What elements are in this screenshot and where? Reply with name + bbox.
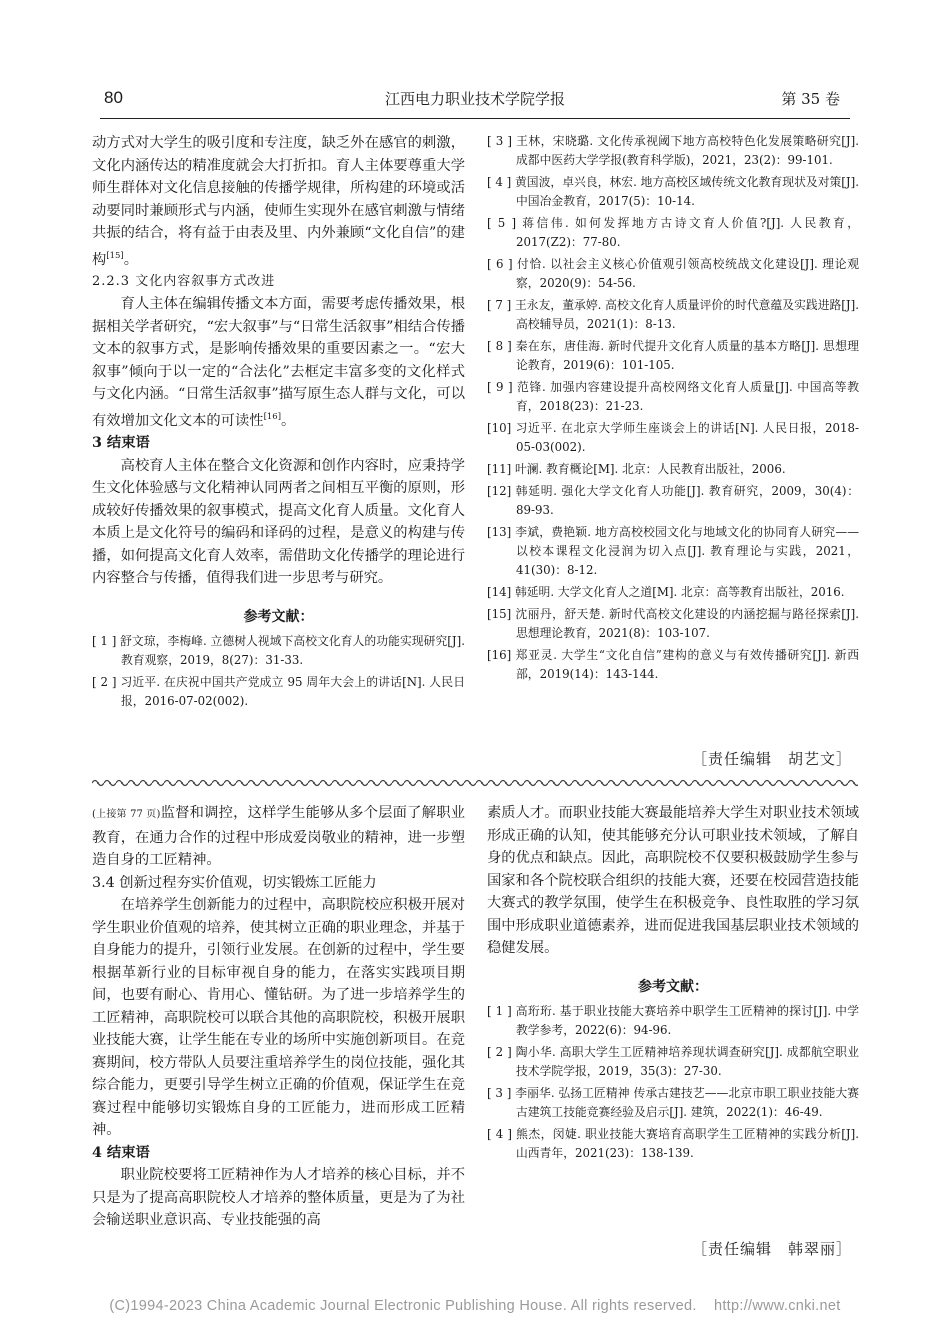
references-title: 参考文献：: [638, 978, 708, 995]
reference-item: [ 1 ] 高珩珩. 基于职业技能大赛培养中职学生工匠精神的探讨[J]. 中学教学参考，2022(6)：94-96.: [487, 1003, 859, 1037]
reference-item: [14] 韩延明. 大学文化育人之道[M]. 北京：高等教育出版社，2016.: [487, 585, 845, 599]
volume-label: 第 35 卷: [781, 90, 840, 108]
paragraph: 职业院校要将工匠精神作为人才培养的核心目标，并不只是为了提高高职院校人才培养的整体质量，更是为了为社会输送职业意识高、专业技能强的高: [92, 1167, 465, 1228]
section-heading: 4 结束语: [92, 1144, 150, 1161]
top-left-column: [92, 132, 465, 714]
reference-item: [ 3 ] 李丽华. 弘扬工匠精神 传承古建技艺——北京市职工职业技能大赛古建筑工技能竞赛经验及启示[J]. 建筑，2022(1)：46-49.: [487, 1085, 859, 1119]
section-heading: 3.4 创新过程夯实价值观，切实锻炼工匠能力: [92, 874, 377, 891]
reference-item: [16] 郑亚灵. 大学生“文化自信”建构的意义与有效传播研究[J]. 新西部，2019(14)：143-144.: [487, 648, 859, 681]
reference-item: [10] 习近平. 在北京大学师生座谈会上的讲话[N]. 人民日报，2018-05-03(002).: [487, 421, 859, 454]
header-rule: [100, 118, 850, 119]
reference-item: [ 2 ] 陶小华. 高职大学生工匠精神培养现状调查研究[J]. 成都航空职业技术学院学报，2019，35(3)：27-30.: [487, 1044, 859, 1078]
reference-item: [ 3 ] 王林，宋晓璐. 文化传承视阈下地方高校特色化发展策略研究[J]. 成都中医药大学学报(教育科学版)，2021，23(2)：99-101.: [487, 134, 859, 167]
ornamental-divider: [92, 778, 858, 788]
reference-item: [ 5 ] 蒋信伟. 如何发挥地方古诗文育人价值?[J]. 人民教育，2017(Z2)：77-80.: [487, 216, 859, 249]
reference-item: [ 6 ] 付恰. 以社会主义核心价值观引领高校统战文化建设[J]. 理论观察，2020(9)：54-56.: [487, 257, 859, 290]
section-heading: 3 结束语: [92, 435, 150, 452]
reference-item: [ 7 ] 王永友，董承婷. 高校文化育人质量评价的时代意蕴及实践进路[J]. 高校辅导员，2021(1)：8-13.: [487, 298, 859, 331]
paragraph: (上接第 77 页)监督和调控，这样学生能够从多个层面了解职业教育，在通力合作的过程中形成爱岗敬业的精神，进一步塑造自身的工匠精神。: [92, 805, 465, 868]
paragraph: 在培养学生创新能力的过程中，高职院校应积极开展对学生职业价值观的培养，使其树立正确的职业理念，并基于自身能力的提升，引领行业发展。在创新的过程中，学生要根据革新行业的目标审视自身的能力，在落实实践项目期间，也要有耐心、肯用心、懂钻研。为了进一步培养学生的工匠精神，高职院校可以联合其他的高职院校，积极开展职业技能大赛，让学生能在专业的场所中实施创新项目。在竞赛期间，校方带队人员要注重培养学生的岗位技能，强化其综合能力，更要引导学生树立正确的价值观，保证学生在竞赛过程中能够切实锻炼自身的工匠能力，进而形成工匠精神。: [92, 897, 465, 1138]
bottom-left-column: [92, 802, 465, 1232]
reference-item: [ 2 ] 习近平. 在庆祝中国共产党成立 95 周年大会上的讲话[N]. 人民日报，2016-07-02(002).: [92, 674, 465, 708]
page-number: 80: [104, 88, 123, 107]
section-heading: 2.2.3 文化内容叙事方式改进: [92, 273, 276, 289]
copyright-footer: (C)1994-2023 China Academic Journal Electronic Publishing House. All rights reserved. http://www.cnki.net: [109, 1298, 841, 1314]
reference-item: [12] 韩延明. 强化大学文化育人功能[J]. 教育研究，2009，30(4)：89-93.: [487, 484, 859, 517]
reference-item: [ 8 ] 秦在东，唐佳海. 新时代提升文化育人质量的基本方略[J]. 思想理论教育，2019(6)：101-105.: [487, 339, 859, 372]
reference-item: [ 9 ] 范锋. 加强内容建设提升高校网络文化育人质量[J]. 中国高等教育，2018(23)：21-23.: [487, 380, 859, 413]
paragraph: 动方式对大学生的吸引度和专注度，缺乏外在感官的刺激，文化内涵传达的精准度就会大打折扣。育人主体要尊重大学师生群体对文化信息接触的传播学规律，所构建的环境或活动要同时兼顾形式与内涵，使师生实现外在感官刺激与情绪共振的结合，将有益于由表及里、内外兼顾“文化自信”的建构[15]。: [92, 135, 465, 268]
reference-item: [ 1 ] 舒文琼，李梅峰. 立德树人视域下高校文化育人的功能实现研究[J]. 教育观察，2019，8(27)：31-33.: [92, 633, 465, 667]
reference-item: [13] 李斌，费艳颖. 地方高校校园文化与地域文化的协同育人研究——以校本课程文化浸润为切入点[J]. 教育理论与实践，2021，41(30)：8-12.: [487, 525, 859, 577]
paragraph: 高校育人主体在整合文化资源和创作内容时，应秉持学生文化体验感与文化精神认同两者之间相互平衡的原则，形成较好传播效果的叙事模式，提高文化育人质量。文化育人本质上是文化符号的编码和译码的过程，是意义的构建与传播，如何提高文化育人效率，需借助文化传播学的理论进行内容整合与传播，值得我们进一步思考与研究。: [92, 457, 465, 587]
editor-credit: ［责任编辑 韩翠丽］: [691, 1240, 852, 1258]
reference-item: [15] 沈丽丹，舒天楚. 新时代高校文化建设的内涵挖掘与路径探索[J]. 思想理论教育，2021(8)：103-107.: [487, 607, 859, 640]
reference-item: [ 4 ] 熊杰，闵婕. 职业技能大赛培育高职学生工匠精神的实践分析[J]. 山西青年，2021(23)：138-139.: [487, 1126, 859, 1160]
reference-item: [ 4 ] 黄国波，卓兴良，林宏. 地方高校区域传统文化教育现状及对策[J]. 中国冶金教育，2017(5)：10-14.: [487, 175, 859, 208]
top-right-column: [487, 132, 859, 687]
references-title: 参考文献：: [243, 608, 314, 625]
editor-credit: ［责任编辑 胡艺文］: [691, 750, 852, 768]
paragraph: 育人主体在编辑传播文本方面，需要考虑传播效果，根据相关学者研究，“宏大叙事”与“日常生活叙事”相结合传播文本的叙事方式，是影响传播效果的重要因素之一。“宏大叙事”倾向于以一定的“合法化”去框定丰富多变的文化样式与文化内涵。“日常生活叙事”描写原生态人群与文化，可以有效增加文化文本的可读性[16]。: [92, 296, 465, 429]
journal-title: 江西电力职业技术学院学报: [384, 90, 565, 108]
paragraph: 素质人才。而职业技能大赛最能培养大学生对职业技术领域形成正确的认知，使其能够充分认可职业技术领域，了解自身的优点和缺点。因此，高职院校不仅要积极鼓励学生参与国家和各个院校联合组织的技能大赛，还要在校园营造技能大赛式的教学氛围，使学生在积极竞争、良性取胜的学习氛围中形成职业道德素养，进而促进我国基层职业技术领域的稳健发展。: [487, 805, 859, 956]
reference-item: [11] 叶澜. 教育概论[M]. 北京：人民教育出版社，2006.: [487, 462, 786, 476]
bottom-right-column: [487, 802, 859, 1166]
